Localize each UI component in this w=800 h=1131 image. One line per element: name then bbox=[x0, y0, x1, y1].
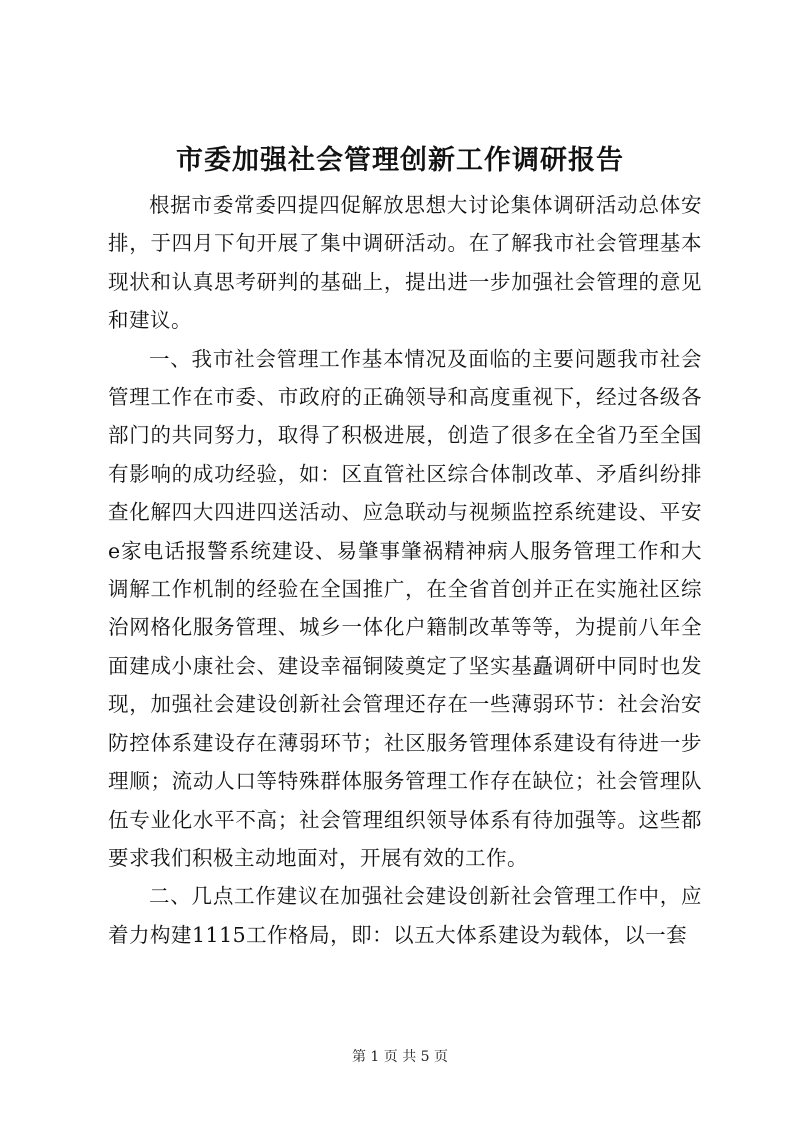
paragraph-section-two: 二、几点工作建议在加强社会建设创新社会管理工作中，应着力构建1115工作格局，即：以五大体系建设为载体，以一套 bbox=[108, 884, 702, 947]
paragraph-intro: 根据市委常委四提四促解放思想大讨论集体调研活动总体安排，于四月下旬开展了集中调研活动。在了解我市社会管理基本现状和认真思考研判的基础上，提出进一步加强社会管理的意见和建议。 bbox=[108, 193, 702, 333]
document-body bbox=[108, 186, 702, 954]
document-title: 市委加强社会管理创新工作调研报告 bbox=[176, 145, 624, 176]
paragraph-section-one: 一、我市社会管理工作基本情况及面临的主要问题我市社会管理工作在市委、市政府的正确领导和高度重视下，经过各级各部门的共同努力，取得了积极进展，创造了很多在全省乃至全国有影响的成功经验，如：区直管社区综合体制改革、矛盾纠纷排查化解四大四进四送活动、应急联动与视频监控系统建设、平安e家电话报警系统建设、易肇事肇祸精神病人服务管理工作和大调解工作机制的经验在全国推广，在全省首创并正在实施社区综治网格化服务管理、城乡一体化户籍制改革等等，为提前八年全面建成小康社会、建设幸福铜陵奠定了坚实基矗调研中同时也发现，加强社会建设创新社会管理还存在一些薄弱环节：社会治安防控体系建设存在薄弱环节；社区服务管理体系建设有待进一步理顺；流动人口等特殊群体服务管理工作存在缺位；社会管理队伍专业化水平不高；社会管理组织领导体系有待加强等。这些都要求我们积极主动地面对，开展有效的工作。 bbox=[108, 346, 702, 870]
page-number-footer: 第 1 页 共 5 页 bbox=[351, 1049, 449, 1065]
